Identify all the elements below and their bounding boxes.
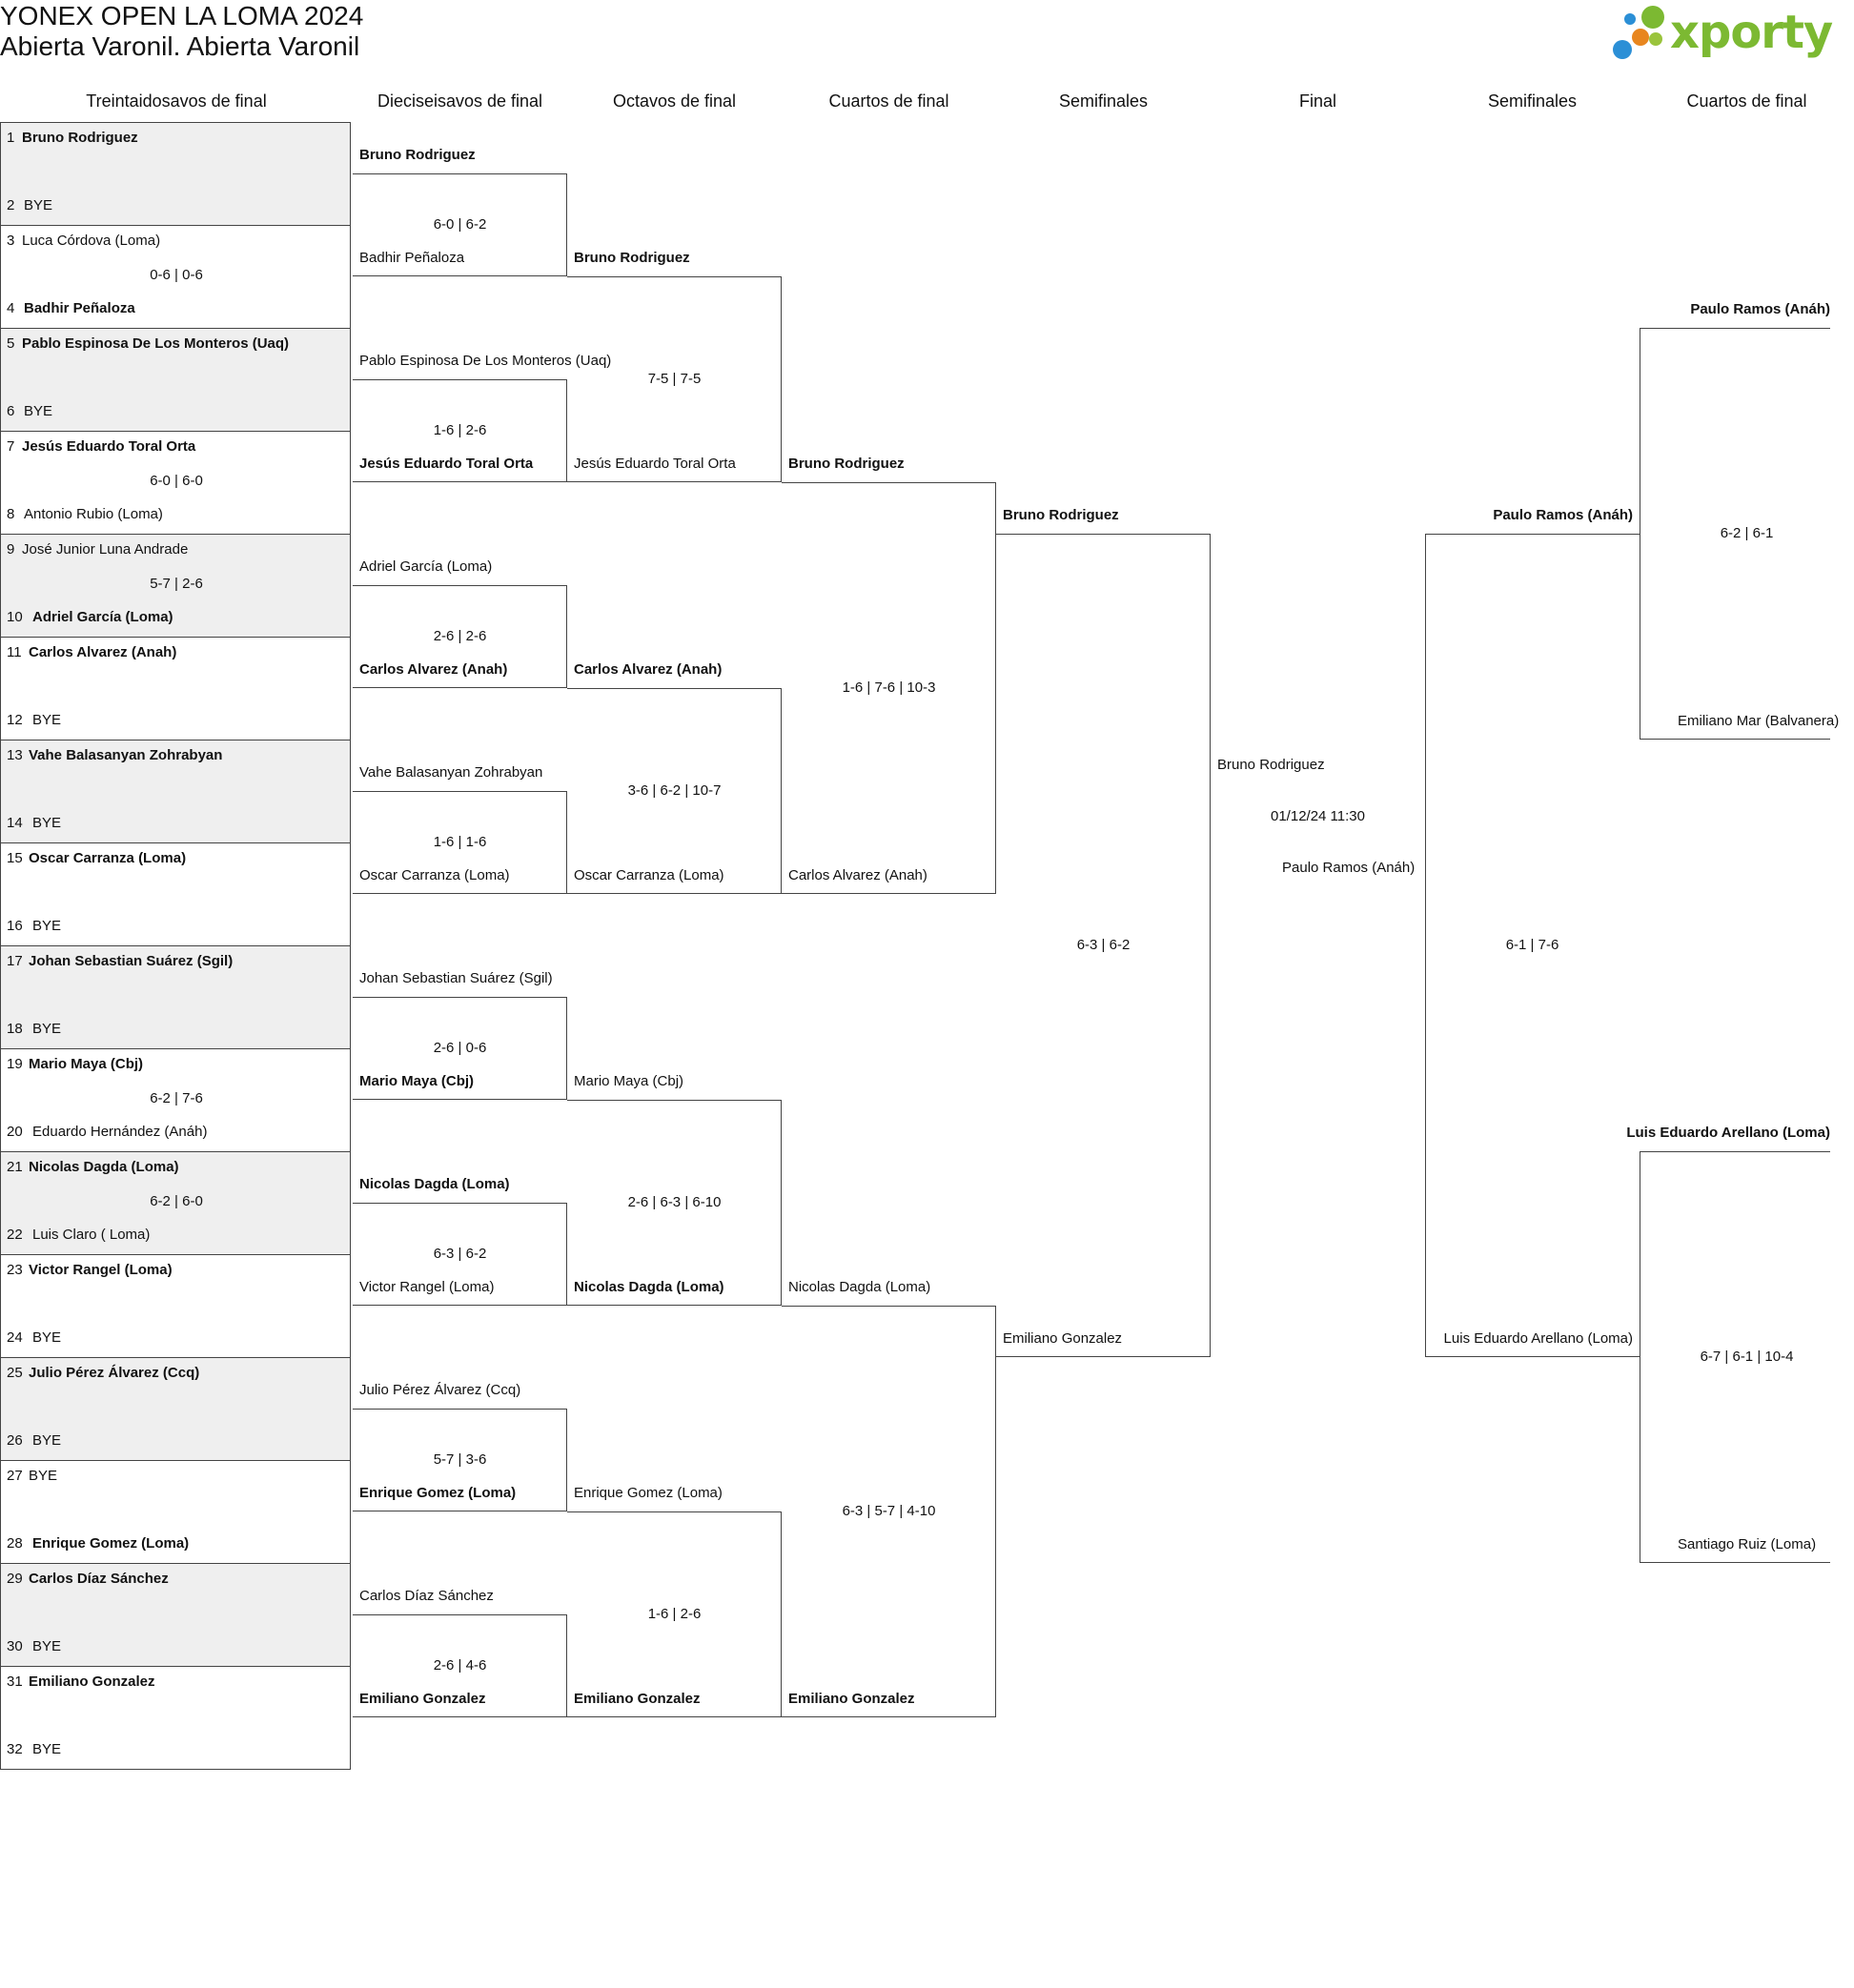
player-seed: 12 xyxy=(7,712,23,728)
player-seed: 1 xyxy=(7,130,15,146)
player-seed: 32 xyxy=(7,1741,23,1757)
match-score: 7-5 | 7-5 xyxy=(647,371,702,387)
player-name[interactable]: Jesús Eduardo Toral Orta xyxy=(359,456,534,472)
player-seed: 3 xyxy=(7,233,15,249)
round-header-r32: Treintaidosavos de final xyxy=(86,91,267,111)
player-name[interactable]: Pablo Espinosa De Los Monteros (Uaq) xyxy=(22,335,290,352)
player-seed: 28 xyxy=(7,1535,23,1552)
round-header-r16: Dieciseisavos de final xyxy=(377,91,543,111)
player-seed: 5 xyxy=(7,335,15,352)
player-name[interactable]: Santiago Ruiz (Loma) xyxy=(1678,1536,1817,1552)
player-name[interactable]: Carlos Alvarez (Anah) xyxy=(29,644,177,660)
match-score: 1-6 | 7-6 | 10-3 xyxy=(842,680,936,696)
player-seed: 9 xyxy=(7,541,15,558)
player-name[interactable]: Vahe Balasanyan Zohrabyan xyxy=(359,764,543,781)
player-name[interactable]: Oscar Carranza (Loma) xyxy=(574,867,724,883)
player-name[interactable]: BYE xyxy=(32,1638,62,1654)
match-score: 6-1 | 7-6 xyxy=(1505,937,1559,953)
player-name[interactable]: Enrique Gomez (Loma) xyxy=(32,1535,190,1552)
xporty-logo[interactable] xyxy=(1611,2,1833,63)
match-score: 1-6 | 2-6 xyxy=(433,422,487,438)
player-seed: 16 xyxy=(7,918,23,934)
player-name[interactable]: Badhir Peñaloza xyxy=(359,250,465,266)
match-score: 5-7 | 2-6 xyxy=(150,576,203,592)
round-header-r8: Octavos de final xyxy=(612,91,737,111)
player-name[interactable]: Bruno Rodriguez xyxy=(359,147,476,163)
player-name[interactable]: Jesús Eduardo Toral Orta xyxy=(574,456,736,472)
player-seed: 7 xyxy=(7,438,15,455)
player-name[interactable]: Enrique Gomez (Loma) xyxy=(574,1485,723,1501)
player-name[interactable]: BYE xyxy=(32,1021,62,1037)
player-name[interactable]: BYE xyxy=(32,712,62,728)
player-seed: 21 xyxy=(7,1159,23,1175)
player-name[interactable]: Emiliano Mar (Balvanera) xyxy=(1678,713,1840,729)
player-seed: 22 xyxy=(7,1227,23,1243)
player-name[interactable]: Vahe Balasanyan Zohrabyan xyxy=(29,747,223,763)
player-seed: 17 xyxy=(7,953,23,969)
round-header-qf-right: Cuartos de final xyxy=(1686,91,1807,111)
tournament-subtitle: Abierta Varonil. Abierta Varonil xyxy=(0,31,360,61)
player-seed: 24 xyxy=(7,1329,23,1346)
match-score: 6-0 | 6-2 xyxy=(433,216,487,233)
player-seed: 13 xyxy=(7,747,23,763)
logo-dot-lightgreen xyxy=(1649,32,1662,46)
player-name[interactable]: BYE xyxy=(32,918,62,934)
match-score: 0-6 | 0-6 xyxy=(150,267,203,283)
logo-dot-blue xyxy=(1613,40,1632,59)
logo-wordmark: xporty xyxy=(1670,6,1833,59)
player-name[interactable]: BYE xyxy=(32,1432,62,1449)
player-seed: 30 xyxy=(7,1638,23,1654)
final-date: 01/12/24 11:30 xyxy=(1271,808,1365,824)
logo-dot-blue-small xyxy=(1624,13,1636,25)
match-score: 6-2 | 6-0 xyxy=(150,1193,203,1209)
player-name[interactable]: Johan Sebastian Suárez (Sgil) xyxy=(29,953,234,969)
match-score: 2-6 | 6-3 | 6-10 xyxy=(627,1194,722,1210)
player-name[interactable]: Emiliano Gonzalez xyxy=(1003,1330,1123,1347)
player-seed: 10 xyxy=(7,609,23,625)
player-name[interactable]: Paulo Ramos (Anáh) xyxy=(1690,301,1830,317)
match-score: 6-3 | 6-2 xyxy=(433,1246,487,1262)
player-seed: 18 xyxy=(7,1021,23,1037)
match-score: 6-2 | 7-6 xyxy=(150,1090,203,1106)
player-name[interactable]: Victor Rangel (Loma) xyxy=(29,1262,173,1278)
player-name[interactable]: Carlos Alvarez (Anah) xyxy=(788,867,927,883)
player-name[interactable]: Carlos Alvarez (Anah) xyxy=(359,661,508,678)
player-name[interactable]: Oscar Carranza (Loma) xyxy=(359,867,510,883)
match-score: 2-6 | 2-6 xyxy=(433,628,487,644)
match-score: 6-0 | 6-0 xyxy=(150,473,203,489)
player-name[interactable]: Nicolas Dagda (Loma) xyxy=(29,1159,179,1175)
player-name[interactable]: Nicolas Dagda (Loma) xyxy=(788,1279,931,1295)
player-name[interactable]: Bruno Rodriguez xyxy=(574,250,690,266)
player-seed: 14 xyxy=(7,815,23,831)
player-name[interactable]: Mario Maya (Cbj) xyxy=(359,1073,475,1089)
match-score: 1-6 | 2-6 xyxy=(647,1606,702,1622)
player-name[interactable]: Emiliano Gonzalez xyxy=(574,1691,701,1707)
player-name[interactable]: Luis Eduardo Arellano (Loma) xyxy=(1626,1125,1830,1141)
match-score: 5-7 | 3-6 xyxy=(433,1451,487,1468)
player-name[interactable]: Jesús Eduardo Toral Orta xyxy=(22,438,196,455)
player-name[interactable]: BYE xyxy=(32,1741,62,1757)
player-name[interactable]: Enrique Gomez (Loma) xyxy=(359,1485,517,1501)
player-name[interactable]: Luis Claro ( Loma) xyxy=(32,1227,151,1243)
player-name[interactable]: Mario Maya (Cbj) xyxy=(29,1056,144,1072)
player-name[interactable]: Emiliano Gonzalez xyxy=(29,1674,155,1690)
player-name[interactable]: Pablo Espinosa De Los Monteros (Uaq) xyxy=(359,353,612,369)
player-name[interactable]: Carlos Díaz Sánchez xyxy=(29,1571,169,1587)
round-header-sf-right: Semifinales xyxy=(1487,91,1578,111)
player-seed: 15 xyxy=(7,850,23,866)
player-seed: 6 xyxy=(7,403,15,419)
round-header-final: Final xyxy=(1298,91,1336,111)
player-name[interactable]: Bruno Rodriguez xyxy=(788,456,905,472)
player-name[interactable]: BYE xyxy=(24,403,53,419)
player-name[interactable]: BYE xyxy=(32,1329,62,1346)
round-header-sf-left: Semifinales xyxy=(1058,91,1149,111)
round-header-qf-left: Cuartos de final xyxy=(828,91,949,111)
player-name[interactable]: Luca Córdova (Loma) xyxy=(22,233,161,249)
player-name[interactable]: Julio Pérez Álvarez (Ccq) xyxy=(359,1382,521,1398)
player-seed: 8 xyxy=(7,506,15,522)
match-score: 1-6 | 1-6 xyxy=(433,834,487,850)
player-name[interactable]: Mario Maya (Cbj) xyxy=(574,1073,684,1089)
finalist-left[interactable]: Bruno Rodriguez xyxy=(1217,757,1325,773)
player-name[interactable]: José Junior Luna Andrade xyxy=(22,541,189,558)
player-name[interactable]: Oscar Carranza (Loma) xyxy=(29,850,187,866)
player-seed: 11 xyxy=(7,644,22,660)
player-name[interactable]: Antonio Rubio (Loma) xyxy=(24,506,163,522)
player-name[interactable]: Badhir Peñaloza xyxy=(24,300,135,316)
player-seed: 2 xyxy=(7,197,15,213)
logo-dot-green xyxy=(1641,6,1664,29)
match-score: 6-3 | 5-7 | 4-10 xyxy=(842,1503,936,1519)
player-name[interactable]: Luis Eduardo Arellano (Loma) xyxy=(1443,1330,1633,1347)
match-score: 6-3 | 6-2 xyxy=(1076,937,1131,953)
player-seed: 26 xyxy=(7,1432,23,1449)
player-seed: 31 xyxy=(7,1674,23,1690)
player-name[interactable]: BYE xyxy=(29,1468,58,1484)
logo-dot-orange xyxy=(1632,29,1649,46)
player-name[interactable]: Emiliano Gonzalez xyxy=(788,1691,915,1707)
player-name[interactable]: Julio Pérez Álvarez (Ccq) xyxy=(29,1365,200,1381)
match-score: 2-6 | 4-6 xyxy=(433,1657,487,1674)
player-name[interactable]: Carlos Díaz Sánchez xyxy=(359,1588,494,1604)
player-seed: 27 xyxy=(7,1468,23,1484)
player-seed: 4 xyxy=(7,300,15,316)
player-name[interactable]: Adriel García (Loma) xyxy=(359,558,493,575)
player-name[interactable]: Emiliano Gonzalez xyxy=(359,1691,486,1707)
player-seed: 29 xyxy=(7,1571,23,1587)
player-name[interactable]: Bruno Rodriguez xyxy=(1003,507,1119,523)
match-score: 6-7 | 6-1 | 10-4 xyxy=(1700,1349,1794,1365)
player-name[interactable]: Nicolas Dagda (Loma) xyxy=(574,1279,724,1295)
player-name[interactable]: Victor Rangel (Loma) xyxy=(359,1279,495,1295)
player-name[interactable]: Eduardo Hernández (Anáh) xyxy=(32,1124,208,1140)
player-seed: 25 xyxy=(7,1365,23,1381)
player-name[interactable]: Carlos Alvarez (Anah) xyxy=(574,661,723,678)
player-name[interactable]: BYE xyxy=(24,197,53,213)
match-score: 2-6 | 0-6 xyxy=(433,1040,487,1056)
player-name[interactable]: Bruno Rodriguez xyxy=(22,130,138,146)
player-name[interactable]: Nicolas Dagda (Loma) xyxy=(359,1176,510,1192)
player-name[interactable]: BYE xyxy=(32,815,62,831)
player-seed: 23 xyxy=(7,1262,23,1278)
match-score: 3-6 | 6-2 | 10-7 xyxy=(627,782,722,799)
player-name[interactable]: Johan Sebastian Suárez (Sgil) xyxy=(359,970,553,986)
tournament-title: YONEX OPEN LA LOMA 2024 xyxy=(0,1,364,30)
player-name[interactable]: Adriel García (Loma) xyxy=(32,609,173,625)
player-seed: 19 xyxy=(7,1056,23,1072)
match-score: 6-2 | 6-1 xyxy=(1720,525,1774,541)
finalist-right[interactable]: Paulo Ramos (Anáh) xyxy=(1282,860,1416,876)
player-name[interactable]: Paulo Ramos (Anáh) xyxy=(1493,507,1633,523)
player-seed: 20 xyxy=(7,1124,23,1140)
